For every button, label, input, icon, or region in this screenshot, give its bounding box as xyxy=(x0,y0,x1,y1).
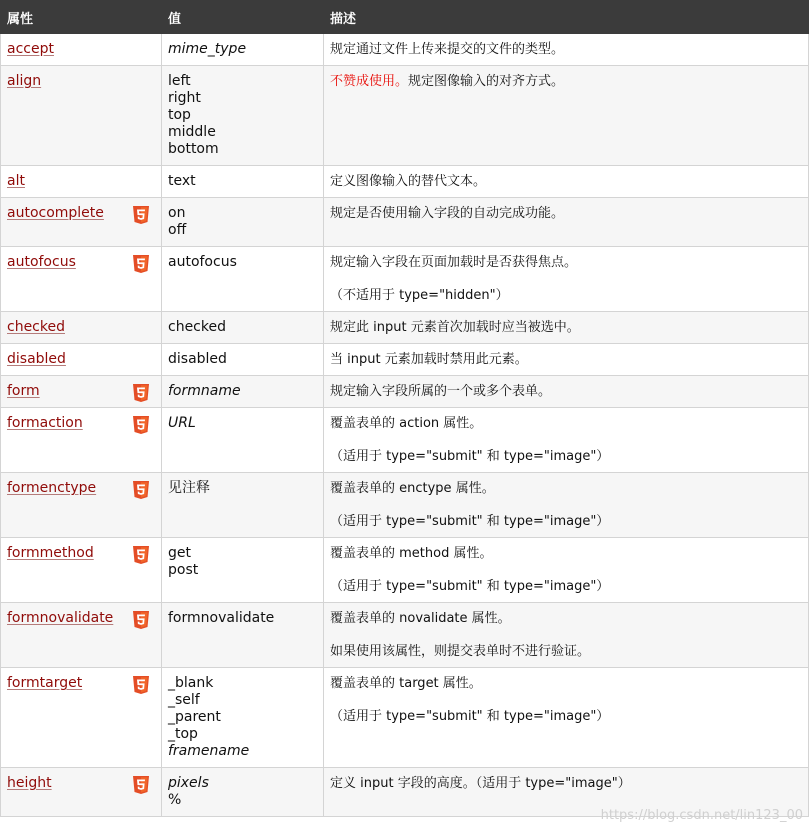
description-note: （适用于 type="submit" 和 type="image"） xyxy=(330,709,610,724)
value-cell xyxy=(162,34,324,66)
value-item: on xyxy=(168,205,186,221)
attribute-cell xyxy=(1,473,162,538)
value-item: framename xyxy=(168,743,250,759)
value-item: URL xyxy=(168,415,196,431)
value-cell xyxy=(162,247,324,312)
attribute-link-align[interactable]: align xyxy=(7,73,42,89)
attribute-cell xyxy=(1,312,162,344)
attribute-link-checked[interactable]: checked xyxy=(7,319,65,335)
header-description: 描述 xyxy=(324,1,809,34)
table-row xyxy=(1,66,809,166)
table-row xyxy=(1,408,809,473)
description-cell xyxy=(324,344,809,376)
attribute-cell xyxy=(1,66,162,166)
value-item: autofocus xyxy=(168,254,237,270)
value-item: off xyxy=(168,222,187,238)
value-item: mime_type xyxy=(168,41,247,57)
table-header-row xyxy=(1,1,809,34)
description-text: 定义 input 字段的高度。（适用于 type="image"） xyxy=(330,776,631,791)
value-item: bottom xyxy=(168,141,219,157)
value-cell xyxy=(162,538,324,603)
value-cell xyxy=(162,376,324,408)
description-text: 覆盖表单的 novalidate 属性。 xyxy=(330,611,511,626)
attribute-link-form[interactable]: form xyxy=(7,383,40,399)
description-text: 规定此 input 元素首次加载时应当被选中。 xyxy=(330,320,580,335)
description-line xyxy=(330,73,802,90)
value-item: get xyxy=(168,545,191,561)
table-row xyxy=(1,473,809,538)
description-text: 当 input 元素加载时禁用此元素。 xyxy=(330,352,528,367)
description-text: 定义图像输入的替代文本。 xyxy=(330,174,487,189)
value-item: left xyxy=(168,73,191,89)
table-row xyxy=(1,376,809,408)
description-note: （适用于 type="submit" 和 type="image"） xyxy=(330,579,610,594)
value-item: % xyxy=(168,792,182,808)
attribute-link-autocomplete[interactable]: autocomplete xyxy=(7,205,104,221)
description-text: 规定图像输入的对齐方式。 xyxy=(408,74,565,89)
table-row xyxy=(1,312,809,344)
description-text: 覆盖表单的 enctype 属性。 xyxy=(330,481,495,496)
attribute-cell xyxy=(1,376,162,408)
html5-shield-icon xyxy=(133,676,149,694)
table-body xyxy=(1,34,809,817)
html5-shield-icon xyxy=(133,206,149,224)
value-item: _top xyxy=(168,726,198,742)
header-value: 值 xyxy=(162,1,324,34)
description-cell xyxy=(324,603,809,668)
attribute-link-autofocus[interactable]: autofocus xyxy=(7,254,76,270)
value-item: _blank xyxy=(168,675,214,691)
attribute-cell xyxy=(1,166,162,198)
html5-shield-icon xyxy=(133,481,149,499)
table-row xyxy=(1,198,809,247)
value-item: disabled xyxy=(168,351,227,367)
description-cell xyxy=(324,668,809,768)
value-cell xyxy=(162,66,324,166)
attribute-cell xyxy=(1,34,162,66)
value-item: 见注释 xyxy=(168,480,210,496)
value-item: pixels xyxy=(168,775,209,791)
table-row xyxy=(1,603,809,668)
attribute-cell xyxy=(1,538,162,603)
value-cell xyxy=(162,473,324,538)
table-row xyxy=(1,344,809,376)
description-cell xyxy=(324,66,809,166)
html5-shield-icon xyxy=(133,546,149,564)
description-text: 覆盖表单的 target 属性。 xyxy=(330,676,482,691)
attribute-cell xyxy=(1,344,162,376)
html5-shield-icon xyxy=(133,611,149,629)
description-note: （不适用于 type="hidden"） xyxy=(330,288,509,303)
value-cell xyxy=(162,408,324,473)
table-row xyxy=(1,247,809,312)
attribute-link-formmethod[interactable]: formmethod xyxy=(7,545,94,561)
value-item: middle xyxy=(168,124,216,140)
value-cell xyxy=(162,603,324,668)
attribute-link-alt[interactable]: alt xyxy=(7,173,25,189)
value-cell xyxy=(162,312,324,344)
description-text: 规定输入字段在页面加载时是否获得焦点。 xyxy=(330,255,578,270)
value-cell xyxy=(162,668,324,768)
description-text: 规定输入字段所属的一个或多个表单。 xyxy=(330,384,552,399)
value-cell xyxy=(162,344,324,376)
attribute-cell xyxy=(1,603,162,668)
attribute-link-formtarget[interactable]: formtarget xyxy=(7,675,83,691)
description-note: （适用于 type="submit" 和 type="image"） xyxy=(330,514,610,529)
value-item: post xyxy=(168,562,199,578)
value-cell xyxy=(162,198,324,247)
attribute-cell xyxy=(1,668,162,768)
table-row xyxy=(1,34,809,66)
header-attribute: 属性 xyxy=(1,1,162,34)
description-text: 规定通过文件上传来提交的文件的类型。 xyxy=(330,42,565,57)
value-item: _parent xyxy=(168,709,221,725)
description-cell xyxy=(324,247,809,312)
description-text: 覆盖表单的 action 属性。 xyxy=(330,416,483,431)
value-cell xyxy=(162,166,324,198)
description-cell xyxy=(324,473,809,538)
html5-shield-icon xyxy=(133,776,149,794)
table-row xyxy=(1,166,809,198)
description-note: 如果使用该属性，则提交表单时不进行验证。 xyxy=(330,644,591,659)
description-note: （适用于 type="submit" 和 type="image"） xyxy=(330,449,610,464)
description-text: 覆盖表单的 method 属性。 xyxy=(330,546,493,561)
attribute-cell xyxy=(1,408,162,473)
attribute-link-disabled[interactable]: disabled xyxy=(7,351,66,367)
description-cell xyxy=(324,538,809,603)
value-item: _self xyxy=(168,692,200,708)
value-item: checked xyxy=(168,319,226,335)
description-cell xyxy=(324,376,809,408)
attribute-link-formnovalidate[interactable]: formnovalidate xyxy=(7,610,114,626)
table-row xyxy=(1,538,809,603)
description-cell xyxy=(324,34,809,66)
attribute-link-formaction[interactable]: formaction xyxy=(7,415,83,431)
attribute-link-height[interactable]: height xyxy=(7,775,52,791)
attribute-cell xyxy=(1,198,162,247)
attribute-cell xyxy=(1,768,162,817)
value-item: text xyxy=(168,173,196,189)
value-item: right xyxy=(168,90,201,106)
attribute-link-accept[interactable]: accept xyxy=(7,41,54,57)
description-cell xyxy=(324,166,809,198)
deprecated-warning: 不赞成使用。 xyxy=(330,74,409,89)
html5-shield-icon xyxy=(133,416,149,434)
description-cell xyxy=(324,408,809,473)
value-cell xyxy=(162,768,324,817)
description-cell xyxy=(324,198,809,247)
html5-shield-icon xyxy=(133,384,149,402)
description-cell xyxy=(324,312,809,344)
value-item: top xyxy=(168,107,191,123)
attribute-link-formenctype[interactable]: formenctype xyxy=(7,480,97,496)
value-item: formnovalidate xyxy=(168,610,275,626)
table-row xyxy=(1,668,809,768)
watermark: https://blog.csdn.net/lin123_00 xyxy=(600,808,803,823)
attribute-cell xyxy=(1,247,162,312)
description-text: 规定是否使用输入字段的自动完成功能。 xyxy=(330,206,565,221)
value-item: formname xyxy=(168,383,241,399)
html5-shield-icon xyxy=(133,255,149,273)
